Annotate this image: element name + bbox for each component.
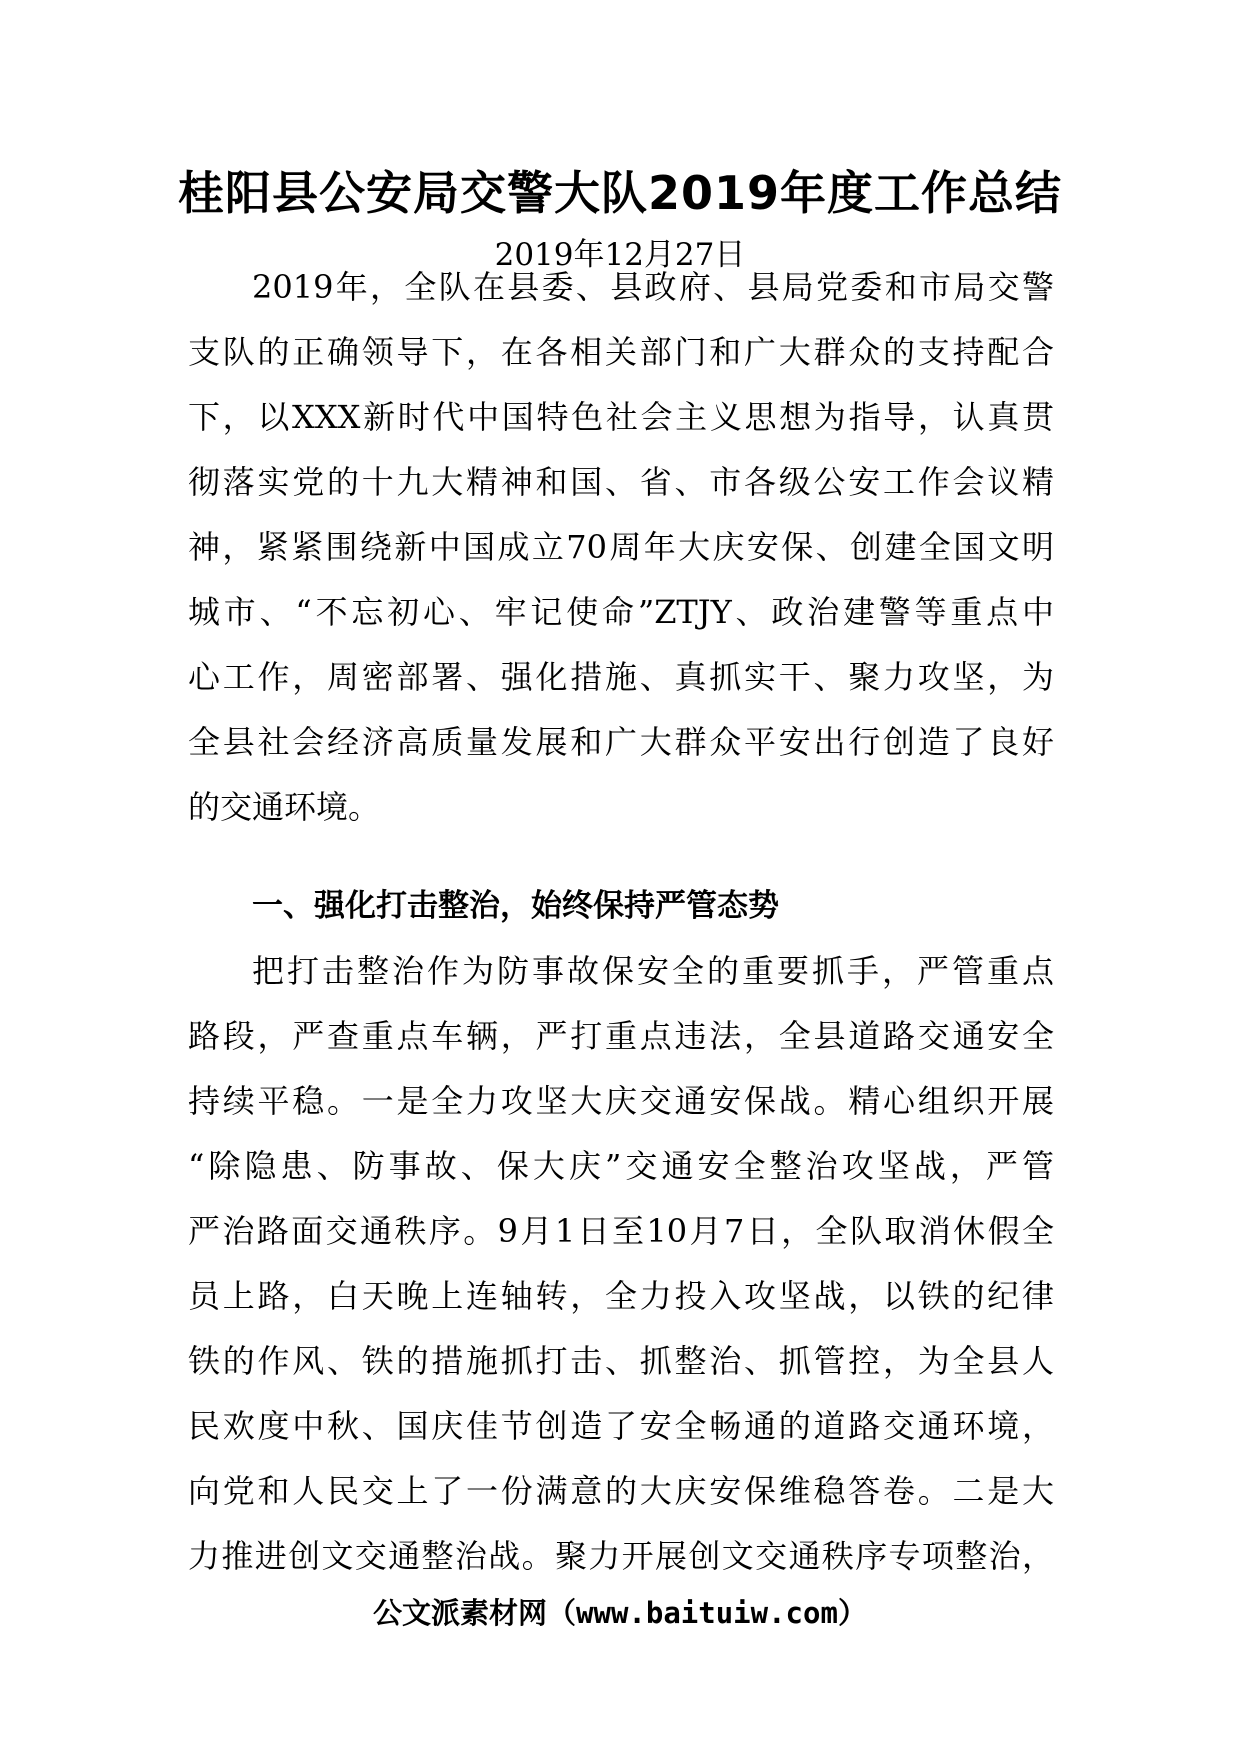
text-line: 全县社会经济高质量发展和广大群众平安出行创造了良好	[188, 723, 1054, 761]
text-line: 2019年，全队在县委、县政府、县局党委和市局交警	[252, 268, 1054, 306]
text-line: 下，以XXX新时代中国特色社会主义思想为指导，认真贯	[188, 398, 1054, 436]
document-title: 桂阳县公安局交警大队2019年度工作总结	[177, 166, 1063, 220]
text-line: 民欢度中秋、国庆佳节创造了安全畅通的道路交通环境，	[188, 1407, 1054, 1445]
text-line: 彻落实党的十九大精神和国、省、市各级公安工作会议精	[188, 463, 1054, 501]
text-line: 支队的正确领导下，在各相关部门和广大群众的支持配合	[188, 333, 1054, 371]
text-line: 城市、“不忘初心、牢记使命”ZTJY、政治建警等重点中	[188, 593, 1054, 631]
paragraph-intro	[188, 255, 1054, 840]
text-line: 神，紧紧围绕新中国成立70周年大庆安保、创建全国文明	[188, 528, 1054, 566]
paragraph-section1	[188, 939, 1054, 1589]
text-line: 心工作，周密部署、强化措施、真抓实干、聚力攻坚，为	[188, 658, 1054, 696]
text-line: “除隐患、防事故、保大庆”交通安全整治攻坚战，严管	[188, 1147, 1054, 1185]
source-footer: 公文派素材网（www.baituiw.com）	[373, 1596, 867, 1630]
text-line: 铁的作风、铁的措施抓打击、抓整治、抓管控，为全县人	[188, 1342, 1054, 1380]
text-line: 力推进创文交通整治战。聚力开展创文交通秩序专项整治，	[188, 1537, 1054, 1575]
text-line: 员上路，白天晚上连轴转，全力投入攻坚战，以铁的纪律	[188, 1277, 1054, 1315]
text-line: 严治路面交通秩序。9月1日至10月7日，全队取消休假全	[188, 1212, 1054, 1250]
section-heading: 一、强化打击整治，始终保持严管态势	[252, 888, 779, 924]
text-line: 持续平稳。一是全力攻坚大庆交通安保战。精心组织开展	[188, 1082, 1054, 1120]
document-date: 2019年12月27日	[494, 237, 746, 273]
text-line: 路段，严查重点车辆，严打重点违法，全县道路交通安全	[188, 1017, 1054, 1055]
text-line: 把打击整治作为防事故保安全的重要抓手，严管重点	[252, 952, 1054, 990]
text-line: 的交通环境。	[188, 788, 381, 826]
text-line: 向党和人民交上了一份满意的大庆安保维稳答卷。二是大	[188, 1472, 1054, 1510]
